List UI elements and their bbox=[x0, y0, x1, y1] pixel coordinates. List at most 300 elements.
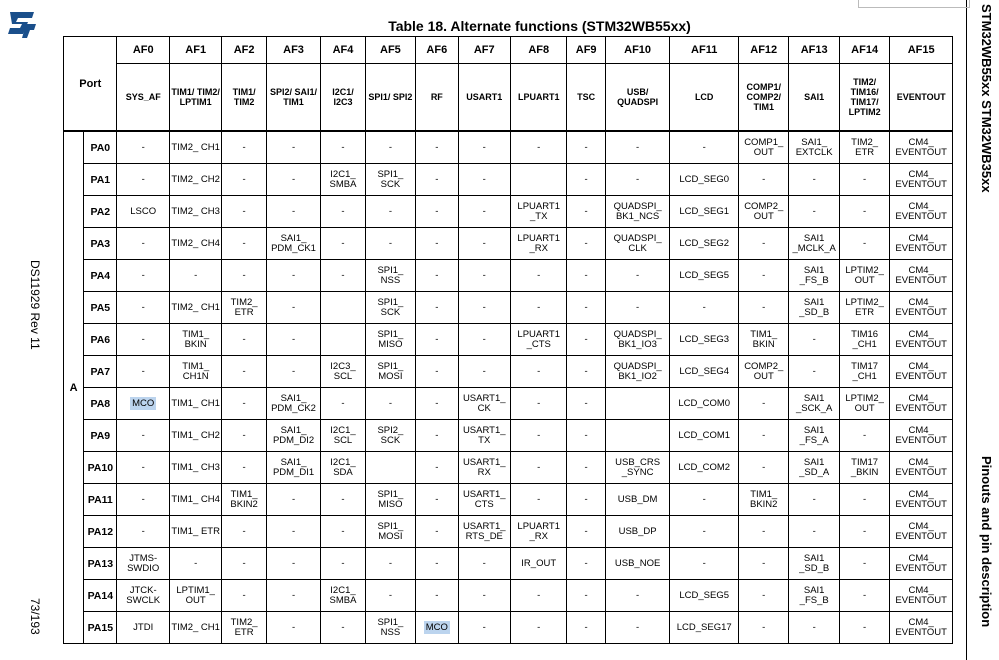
af-cell: TIM2_ CH4 bbox=[169, 228, 221, 260]
af-cell: - bbox=[605, 131, 670, 164]
af-cell: LCD_COM2 bbox=[670, 452, 739, 484]
af-cell: - bbox=[567, 292, 605, 324]
af-cell: TIM1_ CH3 bbox=[169, 452, 221, 484]
af-cell: - bbox=[222, 196, 266, 228]
af-cell: SAI1 _FS_A bbox=[789, 420, 839, 452]
af-cell: USART1_ CK bbox=[458, 388, 510, 420]
af-cell: I2C1_ SDA bbox=[321, 452, 365, 484]
af-cell: - bbox=[117, 164, 169, 196]
af-cell: TIM1_ BKIN2 bbox=[222, 484, 266, 516]
af-cell: - bbox=[839, 164, 889, 196]
af-cell: - bbox=[739, 292, 789, 324]
af-cell: - bbox=[789, 484, 839, 516]
af-cell: - bbox=[416, 388, 458, 420]
af-header-2: AF2 bbox=[222, 37, 266, 64]
af-cell: - bbox=[510, 612, 567, 644]
af-function-header-4: I2C1/ I2C3 bbox=[321, 64, 365, 132]
af-cell: - bbox=[416, 196, 458, 228]
af-cell: CM4_ EVENTOUT bbox=[890, 324, 953, 356]
af-cell: - bbox=[839, 196, 889, 228]
af-cell: - bbox=[670, 484, 739, 516]
pin-name: PA3 bbox=[84, 228, 117, 260]
af-cell: - bbox=[567, 612, 605, 644]
table-row bbox=[64, 196, 953, 228]
af-cell: - bbox=[567, 164, 605, 196]
af-cell: JTDI bbox=[117, 612, 169, 644]
af-cell: USB_NOE bbox=[605, 548, 670, 580]
af-cell: CM4_ EVENTOUT bbox=[890, 452, 953, 484]
af-cell: LCD_SEG3 bbox=[670, 324, 739, 356]
af-header-13: AF13 bbox=[789, 37, 839, 64]
af-cell: TIM1_ BKIN bbox=[169, 324, 221, 356]
af-function-header-10: USB/ QUADSPI bbox=[605, 64, 670, 132]
af-cell bbox=[321, 292, 365, 324]
af-cell: TIM2_ CH3 bbox=[169, 196, 221, 228]
af-cell: - bbox=[458, 548, 510, 580]
af-cell: - bbox=[222, 580, 266, 612]
af-cell: LCD_COM1 bbox=[670, 420, 739, 452]
pin-name: PA5 bbox=[84, 292, 117, 324]
af-cell: - bbox=[266, 324, 320, 356]
af-cell: LPTIM2_ ETR bbox=[839, 292, 889, 324]
af-cell: TIM1_ CH1N bbox=[169, 356, 221, 388]
pin-name: PA9 bbox=[84, 420, 117, 452]
af-cell: TIM1_ CH1 bbox=[169, 388, 221, 420]
af-cell: - bbox=[416, 260, 458, 292]
af-cell: JTCK- SWCLK bbox=[117, 580, 169, 612]
af-cell: QUADSPI_ CLK bbox=[605, 228, 670, 260]
af-cell: - bbox=[739, 580, 789, 612]
af-cell: - bbox=[416, 324, 458, 356]
af-cell: CM4_ EVENTOUT bbox=[890, 420, 953, 452]
af-cell: - bbox=[365, 228, 415, 260]
pin-name: PA13 bbox=[84, 548, 117, 580]
af-cell: CM4_ EVENTOUT bbox=[890, 131, 953, 164]
af-cell: - bbox=[458, 580, 510, 612]
pin-name: PA4 bbox=[84, 260, 117, 292]
af-cell: - bbox=[117, 420, 169, 452]
af-cell: SAI1_ PDM_DI2 bbox=[266, 420, 320, 452]
af-cell: - bbox=[605, 164, 670, 196]
af-cell: - bbox=[321, 516, 365, 548]
af-cell: - bbox=[567, 260, 605, 292]
af-cell: - bbox=[605, 612, 670, 644]
af-cell: SPI1_ MISO bbox=[365, 324, 415, 356]
af-cell: TIM2_ ETR bbox=[839, 131, 889, 164]
af-cell: - bbox=[458, 356, 510, 388]
af-cell: - bbox=[416, 164, 458, 196]
af-cell: - bbox=[416, 420, 458, 452]
af-cell: CM4_ EVENTOUT bbox=[890, 228, 953, 260]
af-function-header-6: RF bbox=[416, 64, 458, 132]
af-cell: - bbox=[739, 420, 789, 452]
af-cell: - bbox=[117, 356, 169, 388]
af-cell: - bbox=[739, 612, 789, 644]
af-cell: TIM2_ CH1 bbox=[169, 131, 221, 164]
af-cell: SAI1 _MCLK_A bbox=[789, 228, 839, 260]
table-row bbox=[64, 548, 953, 580]
af-cell: - bbox=[416, 131, 458, 164]
af-cell: TIM1_ BKIN bbox=[739, 324, 789, 356]
af-cell: USART1_ RX bbox=[458, 452, 510, 484]
af-cell: - bbox=[839, 228, 889, 260]
af-cell: - bbox=[458, 324, 510, 356]
af-cell: - bbox=[365, 196, 415, 228]
af-cell: JTMS- SWDIO bbox=[117, 548, 169, 580]
doc-id: DS11929 Rev 11 bbox=[28, 260, 42, 350]
af-cell: LCD_SEG17 bbox=[670, 612, 739, 644]
table-row bbox=[64, 388, 953, 420]
af-header-12: AF12 bbox=[739, 37, 789, 64]
af-cell: USART1_ TX bbox=[458, 420, 510, 452]
af-cell: COMP2_ OUT bbox=[739, 196, 789, 228]
af-cell: - bbox=[266, 484, 320, 516]
af-cell: - bbox=[510, 452, 567, 484]
af-cell: - bbox=[266, 131, 320, 164]
af-cell: - bbox=[839, 516, 889, 548]
af-function-header-12: COMP1/ COMP2/ TIM1 bbox=[739, 64, 789, 132]
af-function-header-3: SPI2/ SAI1/ TIM1 bbox=[266, 64, 320, 132]
af-cell: - bbox=[567, 580, 605, 612]
page-number: 73/193 bbox=[28, 598, 42, 635]
highlighted-cell-text: MCO bbox=[132, 397, 155, 409]
af-cell: - bbox=[321, 131, 365, 164]
af-cell: - bbox=[510, 580, 567, 612]
af-cell: - bbox=[739, 388, 789, 420]
af-cell: SAI1 _SD_B bbox=[789, 292, 839, 324]
top-box bbox=[858, 0, 970, 8]
af-cell: USB_DM bbox=[605, 484, 670, 516]
af-cell: - bbox=[117, 324, 169, 356]
af-cell: - bbox=[739, 260, 789, 292]
af-cell: - bbox=[739, 548, 789, 580]
table-row bbox=[64, 164, 953, 196]
af-header-7: AF7 bbox=[458, 37, 510, 64]
af-cell: - bbox=[670, 292, 739, 324]
af-cell: - bbox=[789, 196, 839, 228]
af-cell: SAI1_ PDM_DI1 bbox=[266, 452, 320, 484]
port-header: Port bbox=[64, 37, 117, 132]
af-cell: - bbox=[117, 260, 169, 292]
af-cell: - bbox=[416, 228, 458, 260]
af-function-header-2: TIM1/ TIM2 bbox=[222, 64, 266, 132]
af-cell: - bbox=[416, 452, 458, 484]
af-cell: LCD_SEG0 bbox=[670, 164, 739, 196]
af-cell: - bbox=[739, 228, 789, 260]
af-function-header-5: SPI1/ SPI2 bbox=[365, 64, 415, 132]
af-cell: - bbox=[169, 548, 221, 580]
af-cell bbox=[117, 388, 169, 420]
af-cell: - bbox=[266, 548, 320, 580]
af-header-11: AF11 bbox=[670, 37, 739, 64]
af-cell: - bbox=[365, 580, 415, 612]
af-cell: - bbox=[321, 612, 365, 644]
af-cell: - bbox=[266, 612, 320, 644]
af-cell: - bbox=[605, 260, 670, 292]
af-cell: - bbox=[266, 516, 320, 548]
af-cell: - bbox=[510, 484, 567, 516]
af-cell: CM4_ EVENTOUT bbox=[890, 292, 953, 324]
af-cell: TIM2_ CH1 bbox=[169, 612, 221, 644]
af-cell: TIM2_ ETR bbox=[222, 292, 266, 324]
af-cell: - bbox=[222, 356, 266, 388]
af-cell: - bbox=[567, 420, 605, 452]
af-cell: - bbox=[458, 228, 510, 260]
af-cell: LPTIM2_ OUT bbox=[839, 388, 889, 420]
af-function-header-11: LCD bbox=[670, 64, 739, 132]
table-row bbox=[64, 452, 953, 484]
af-header-4: AF4 bbox=[321, 37, 365, 64]
af-cell: - bbox=[266, 164, 320, 196]
af-cell: - bbox=[510, 131, 567, 164]
af-cell: SPI1_ NSS bbox=[365, 260, 415, 292]
af-function-header-0: SYS_AF bbox=[117, 64, 169, 132]
af-cell: SAI1_ EXTCLK bbox=[789, 131, 839, 164]
af-cell: - bbox=[670, 548, 739, 580]
af-cell: - bbox=[266, 196, 320, 228]
af-cell: - bbox=[222, 131, 266, 164]
af-header-3: AF3 bbox=[266, 37, 320, 64]
af-cell: - bbox=[567, 484, 605, 516]
af-cell: - bbox=[117, 484, 169, 516]
af-cell: SAI1 _FS_B bbox=[789, 260, 839, 292]
af-cell: - bbox=[222, 324, 266, 356]
af-cell: LPUART1 _CTS bbox=[510, 324, 567, 356]
af-cell: - bbox=[567, 548, 605, 580]
af-cell: - bbox=[670, 516, 739, 548]
af-cell: - bbox=[510, 388, 567, 420]
af-cell: CM4_ EVENTOUT bbox=[890, 196, 953, 228]
af-cell: CM4_ EVENTOUT bbox=[890, 260, 953, 292]
af-cell: LCD_COM0 bbox=[670, 388, 739, 420]
af-cell: - bbox=[789, 356, 839, 388]
af-cell: - bbox=[222, 164, 266, 196]
af-cell: - bbox=[321, 228, 365, 260]
table-row bbox=[64, 420, 953, 452]
af-cell: - bbox=[321, 196, 365, 228]
af-cell: I2C1_ SMBA bbox=[321, 164, 365, 196]
af-cell: - bbox=[739, 164, 789, 196]
af-cell: - bbox=[266, 580, 320, 612]
af-cell: COMP2_ OUT bbox=[739, 356, 789, 388]
af-cell bbox=[365, 452, 415, 484]
af-cell: - bbox=[789, 612, 839, 644]
af-cell bbox=[416, 612, 458, 644]
af-function-header-15: EVENTOUT bbox=[890, 64, 953, 132]
pin-name: PA11 bbox=[84, 484, 117, 516]
af-cell: - bbox=[839, 548, 889, 580]
af-cell: - bbox=[510, 420, 567, 452]
af-cell: - bbox=[510, 260, 567, 292]
af-cell: LCD_SEG5 bbox=[670, 260, 739, 292]
af-cell: - bbox=[839, 420, 889, 452]
highlighted-cell-text: MCO bbox=[425, 621, 448, 633]
pin-name: PA6 bbox=[84, 324, 117, 356]
af-cell: - bbox=[222, 516, 266, 548]
af-cell: CM4_ EVENTOUT bbox=[890, 548, 953, 580]
af-cell: - bbox=[567, 388, 605, 420]
af-cell: - bbox=[365, 388, 415, 420]
af-cell: LPUART1 _RX bbox=[510, 516, 567, 548]
af-cell: - bbox=[567, 196, 605, 228]
pin-name: PA8 bbox=[84, 388, 117, 420]
table-row bbox=[64, 324, 953, 356]
af-cell: - bbox=[266, 260, 320, 292]
af-cell: SAI1 _SD_A bbox=[789, 452, 839, 484]
af-cell: - bbox=[416, 292, 458, 324]
af-cell bbox=[605, 388, 670, 420]
af-cell: - bbox=[789, 516, 839, 548]
af-cell: - bbox=[169, 260, 221, 292]
af-cell: - bbox=[117, 292, 169, 324]
af-cell: - bbox=[222, 388, 266, 420]
af-cell: USART1_ RTS_DE bbox=[458, 516, 510, 548]
af-cell: SAI1 _FS_B bbox=[789, 580, 839, 612]
af-header-9: AF9 bbox=[567, 37, 605, 64]
af-cell: - bbox=[458, 260, 510, 292]
table-row bbox=[64, 612, 953, 644]
af-cell: - bbox=[567, 452, 605, 484]
af-cell: - bbox=[117, 131, 169, 164]
af-function-header-9: TSC bbox=[567, 64, 605, 132]
table-row bbox=[64, 260, 953, 292]
af-cell: TIM17 _CH1 bbox=[839, 356, 889, 388]
af-cell: - bbox=[222, 228, 266, 260]
af-cell: I2C1_ SCL bbox=[321, 420, 365, 452]
af-cell: - bbox=[266, 356, 320, 388]
af-cell: - bbox=[739, 516, 789, 548]
af-cell: CM4_ EVENTOUT bbox=[890, 580, 953, 612]
af-header-10: AF10 bbox=[605, 37, 670, 64]
af-cell: - bbox=[567, 356, 605, 388]
af-cell: - bbox=[739, 452, 789, 484]
af-cell: - bbox=[510, 292, 567, 324]
af-cell: - bbox=[839, 484, 889, 516]
table-row bbox=[64, 131, 953, 164]
af-cell bbox=[510, 164, 567, 196]
af-cell: - bbox=[266, 292, 320, 324]
af-cell: - bbox=[510, 356, 567, 388]
af-cell: - bbox=[567, 228, 605, 260]
table-row bbox=[64, 516, 953, 548]
af-cell: - bbox=[567, 131, 605, 164]
af-cell: SPI1_ SCK bbox=[365, 164, 415, 196]
af-cell: - bbox=[321, 548, 365, 580]
af-cell: QUADSPI_ BK1_NCS bbox=[605, 196, 670, 228]
af-cell: - bbox=[222, 420, 266, 452]
af-cell: - bbox=[222, 260, 266, 292]
af-cell: LPTIM2_ OUT bbox=[839, 260, 889, 292]
af-header-15: AF15 bbox=[890, 37, 953, 64]
af-header-6: AF6 bbox=[416, 37, 458, 64]
af-cell: - bbox=[839, 612, 889, 644]
af-cell: - bbox=[605, 580, 670, 612]
af-cell: QUADSPI_ BK1_IO3 bbox=[605, 324, 670, 356]
af-cell: SPI1_ MOSI bbox=[365, 516, 415, 548]
af-function-header-7: USART1 bbox=[458, 64, 510, 132]
af-cell: SPI2_ SCK bbox=[365, 420, 415, 452]
af-cell: SPI1_ NSS bbox=[365, 612, 415, 644]
af-cell: TIM1_ ETR bbox=[169, 516, 221, 548]
af-cell: - bbox=[458, 164, 510, 196]
af-cell: - bbox=[458, 612, 510, 644]
af-cell: - bbox=[416, 356, 458, 388]
alternate-functions-table bbox=[63, 36, 953, 644]
af-cell: TIM2_ CH1 bbox=[169, 292, 221, 324]
af-cell: - bbox=[321, 260, 365, 292]
table-row bbox=[64, 292, 953, 324]
af-cell: - bbox=[789, 324, 839, 356]
af-cell: LSCO bbox=[117, 196, 169, 228]
af-cell: - bbox=[321, 388, 365, 420]
af-header-8: AF8 bbox=[510, 37, 567, 64]
af-cell: - bbox=[416, 580, 458, 612]
af-cell: LPUART1 _TX bbox=[510, 196, 567, 228]
af-cell: - bbox=[365, 131, 415, 164]
table-title: Table 18. Alternate functions (STM32WB55xx) bbox=[388, 18, 691, 34]
pin-name: PA7 bbox=[84, 356, 117, 388]
af-cell: - bbox=[365, 548, 415, 580]
table-row bbox=[64, 228, 953, 260]
af-cell: QUADSPI_ BK1_IO2 bbox=[605, 356, 670, 388]
af-cell: CM4_ EVENTOUT bbox=[890, 612, 953, 644]
side-title: STM32WB55xx STM32WB35xx bbox=[979, 4, 994, 193]
af-cell: SAI1 _SCK_A bbox=[789, 388, 839, 420]
port-group: A bbox=[64, 131, 84, 644]
af-cell: LCD_SEG4 bbox=[670, 356, 739, 388]
pin-name: PA12 bbox=[84, 516, 117, 548]
pin-name: PA10 bbox=[84, 452, 117, 484]
table-row bbox=[64, 484, 953, 516]
af-cell: SAI1_ PDM_CK2 bbox=[266, 388, 320, 420]
af-cell: TIM2_ ETR bbox=[222, 612, 266, 644]
af-cell: USB_DP bbox=[605, 516, 670, 548]
af-cell: SPI1_ SCK bbox=[365, 292, 415, 324]
af-cell: CM4_ EVENTOUT bbox=[890, 388, 953, 420]
af-function-header-1: TIM1/ TIM2/ LPTIM1 bbox=[169, 64, 221, 132]
af-cell: LCD_SEG2 bbox=[670, 228, 739, 260]
alternate-functions-table-wrap bbox=[63, 36, 953, 644]
af-cell: - bbox=[416, 516, 458, 548]
pin-name: PA1 bbox=[84, 164, 117, 196]
af-cell: COMP1_ OUT bbox=[739, 131, 789, 164]
af-cell: CM4_ EVENTOUT bbox=[890, 516, 953, 548]
af-cell: TIM2_ CH2 bbox=[169, 164, 221, 196]
af-cell: TIM1_ BKIN2 bbox=[739, 484, 789, 516]
side-section: Pinouts and pin description bbox=[979, 456, 994, 628]
af-cell: TIM1_ CH4 bbox=[169, 484, 221, 516]
af-cell: - bbox=[458, 196, 510, 228]
af-cell: TIM1_ CH2 bbox=[169, 420, 221, 452]
af-cell: LPUART1 _RX bbox=[510, 228, 567, 260]
pin-name: PA0 bbox=[84, 131, 117, 164]
af-cell: CM4_ EVENTOUT bbox=[890, 356, 953, 388]
af-cell: - bbox=[416, 548, 458, 580]
af-cell: - bbox=[567, 516, 605, 548]
af-cell: - bbox=[416, 484, 458, 516]
af-cell: IR_OUT bbox=[510, 548, 567, 580]
af-cell: - bbox=[117, 228, 169, 260]
af-cell: - bbox=[458, 131, 510, 164]
right-rule bbox=[966, 0, 967, 660]
af-cell: I2C1_ SMBA bbox=[321, 580, 365, 612]
af-cell: - bbox=[567, 324, 605, 356]
pin-name: PA14 bbox=[84, 580, 117, 612]
af-cell: LCD_SEG1 bbox=[670, 196, 739, 228]
af-function-header-8: LPUART1 bbox=[510, 64, 567, 132]
table-row bbox=[64, 580, 953, 612]
af-cell: CM4_ EVENTOUT bbox=[890, 164, 953, 196]
